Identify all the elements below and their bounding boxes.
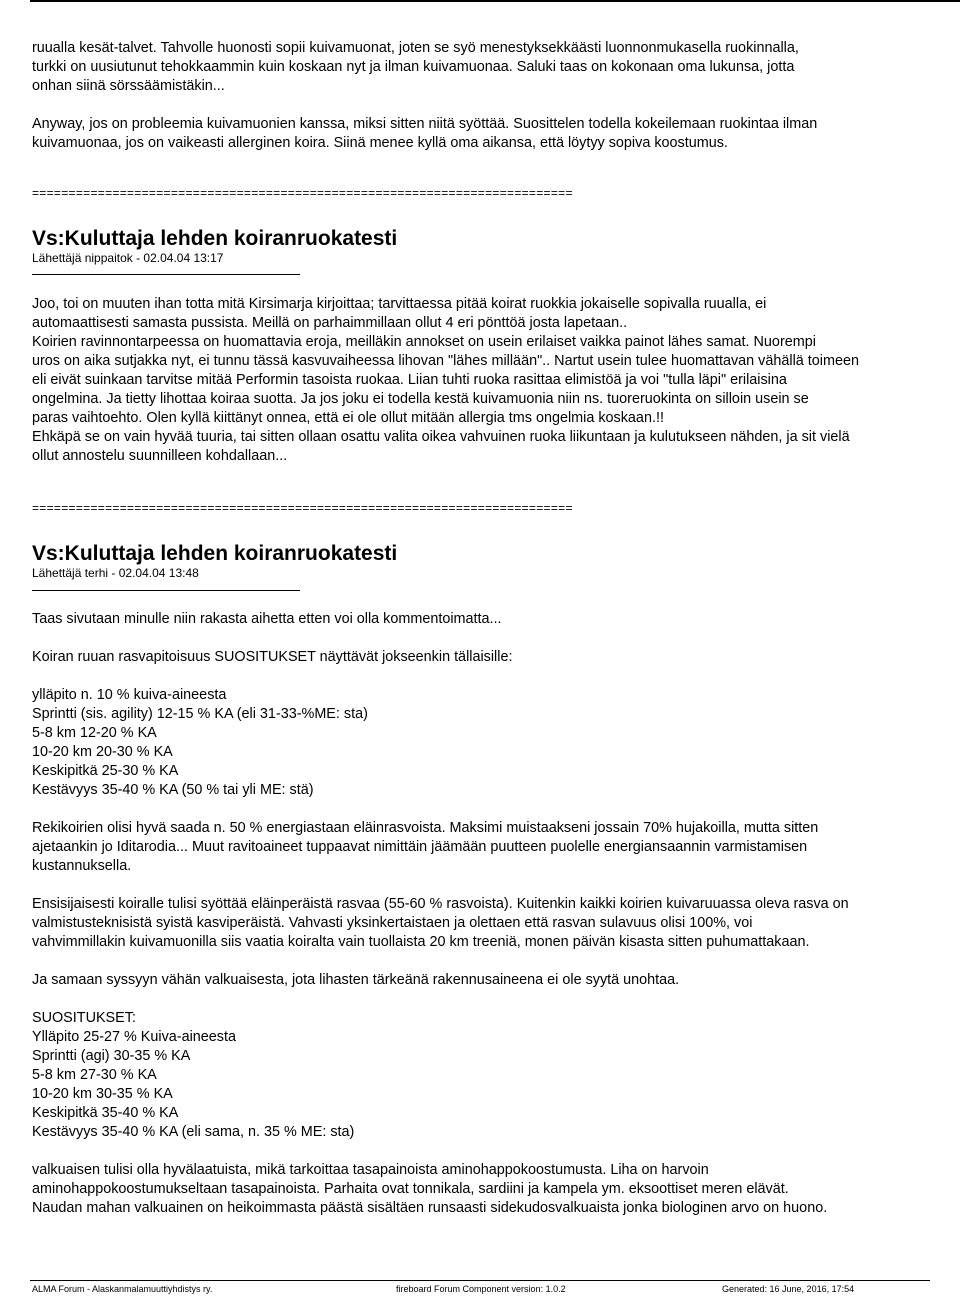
paragraph: Anyway, jos on probleemia kuivamuonien kanssa, miksi sitten niitä syöttää. Suosittelen todella kokeilemaan ruokintaa ilman kuivamuonaa, jos on vaikeasti allerginen koira. Siinä menee kyllä oma aikansa, että löytyy sopiva koostumus. [32, 116, 818, 151]
separator: ========================================================================== [32, 501, 573, 515]
paragraph: ruualla kesät-talvet. Tahvolle huonosti sopii kuivamuonat, joten se syö menestyksekkäästi luonnonmukasella ruokinnalla, turkki on uusiutunut tehokkaammin kuin koskaan nyt ja ilman kuivamuonaa. Saluki taas on kokonaan oma lukunsa, jotta onhan siinä sörssäämistäkin... [32, 40, 799, 94]
post-body: SUOSITUKSET: Ylläpito 25-27 % Kuiva-aineesta Sprintti (agi) 30-35 % KA 5-8 km 27-30 % KA 10-20 km 30-35 % KA Keskipitkä 35-40 % KA Kestävyys 35-40 % KA (eli sama, n. 35 % ME: sta) [32, 1010, 355, 1140]
post-body: Joo, toi on muuten ihan totta mitä Kirsimarja kirjoittaa; tarvittaessa pitää koirat ruokkia jokaiselle sopivalla ruualla, ei automaattisesti samasta pussista. Meillä on parhaimmillaan ollut 4 eri pönttöä josta lapetaan.. Koirien ravinnontarpeessa on huomattavia eroja, meilläkin annokset on usein erilaiset vaikka painot lähes samat. Nuorempi uros on aika sutjakka nyt, ei tunnu tässä kasvuvaiheessa lihovan "lähes millään".. Nartut usein tulee huomattavan vähällä toimeen eli eivät suinkaan tarvitse mitää Performin tasoista ruokaa. Liian tuhti ruoka rasittaa elimistöä ja voi "tulla läpi" erilaisina ongelmina. Ja tietty lihottaa koiraa suotta. Ja jos joku ei todella kestä kuivamuonia niin ns. tuoreruokinta on silloin usein se paras vaihtoehto. Olen kyllä kiittänyt onnea, että ei ole ollut mitään allergia tms ongelmia koskaan.!! Ehkäpä se on vain hyvää tuuria, tai sitten ollaan osattu valita oikea vahvuinen ruoka liikuntaan ja kulutukseen nähden, ja sit vielä ollut annostelu suunnilleen kohdallaan... [32, 296, 859, 464]
post-title: Vs:Kuluttaja lehden koiranruokatesti [32, 227, 398, 250]
post-title: Vs:Kuluttaja lehden koiranruokatesti [32, 542, 398, 565]
post-body: ylläpito n. 10 % kuiva-aineesta Sprintti (sis. agility) 12-15 % KA (eli 31-33-%ME: sta) 5-8 km 12-20 % KA 10-20 km 20-30 % KA Keskipitkä 25-30 % KA Kestävyys 35-40 % KA (50 % tai yli ME: stä) [32, 687, 368, 798]
post-body: valkuaisen tulisi olla hyvälaatuista, mikä tarkoittaa tasapainoista aminohappokoostumusta. Liha on harvoin aminohappokoostumukseltaan tasapainoista. Parhaita ovat tonnikala, sardiini ja kampela ym. eksoottiset meren elävät. Naudan mahan valkuainen on heikoimmasta päästä sisältäen runsaasti sidekudosvalkuaista jonka biologinen arvo on huono. [32, 1162, 828, 1216]
post-divider [32, 274, 300, 275]
footer-site-name: ALMA Forum - Alaskanmalamuuttiyhdistys ry. [32, 1284, 213, 1294]
footer-component-version: fireboard Forum Component version: 1.0.2 [396, 1284, 566, 1294]
post-meta: Lähettäjä terhi - 02.04.04 13:48 [32, 566, 199, 580]
post-divider [32, 590, 300, 591]
top-rule [30, 0, 960, 2]
document-body [32, 39, 960, 1218]
post-meta: Lähettäjä nippaitok - 02.04.04 13:17 [32, 251, 224, 265]
page-footer [30, 1280, 930, 1294]
post-body: Ensisijaisesti koiralle tulisi syöttää eläinperäistä rasvaa (55-60 % rasvoista). Kuitenkin kaikki koirien kuivaruuassa oleva rasva on valmistusteknisistä syistä kasviperäistä. Vahvasti yksinkertaistaen ja olettaen että rasvan sulavuus olisi 100%, voi vahvimmillakin kuivamuonilla siis vaatia koiralta vain tuollaista 20 km treeniä, monen päivän kisasta sitten puhumattakaan. [32, 896, 849, 950]
post-body: Ja samaan syssyyn vähän valkuaisesta, jota lihasten tärkeänä rakennusaineena ei ole syytä unohtaa. [32, 972, 680, 988]
post-body: Koiran ruuan rasvapitoisuus SUOSITUKSET näyttävät jokseenkin tällaisille: [32, 649, 513, 665]
separator: ========================================================================== [32, 186, 573, 200]
footer-generated-date: Generated: 16 June, 2016, 17:54 [722, 1284, 855, 1294]
post-body: Rekikoirien olisi hyvä saada n. 50 % energiastaan eläinrasvoista. Maksimi muistaakseni jossain 70% hujakoilla, mutta sitten ajetaankin jo Iditarodia... Muut ravitoaineet tuppaavat nimittäin jäämään puutteen puolelle energiansaannin varmistamisen kustannuksella. [32, 820, 819, 874]
post-body: Taas sivutaan minulle niin rakasta aihetta etten voi olla kommentoimatta... [32, 611, 502, 627]
